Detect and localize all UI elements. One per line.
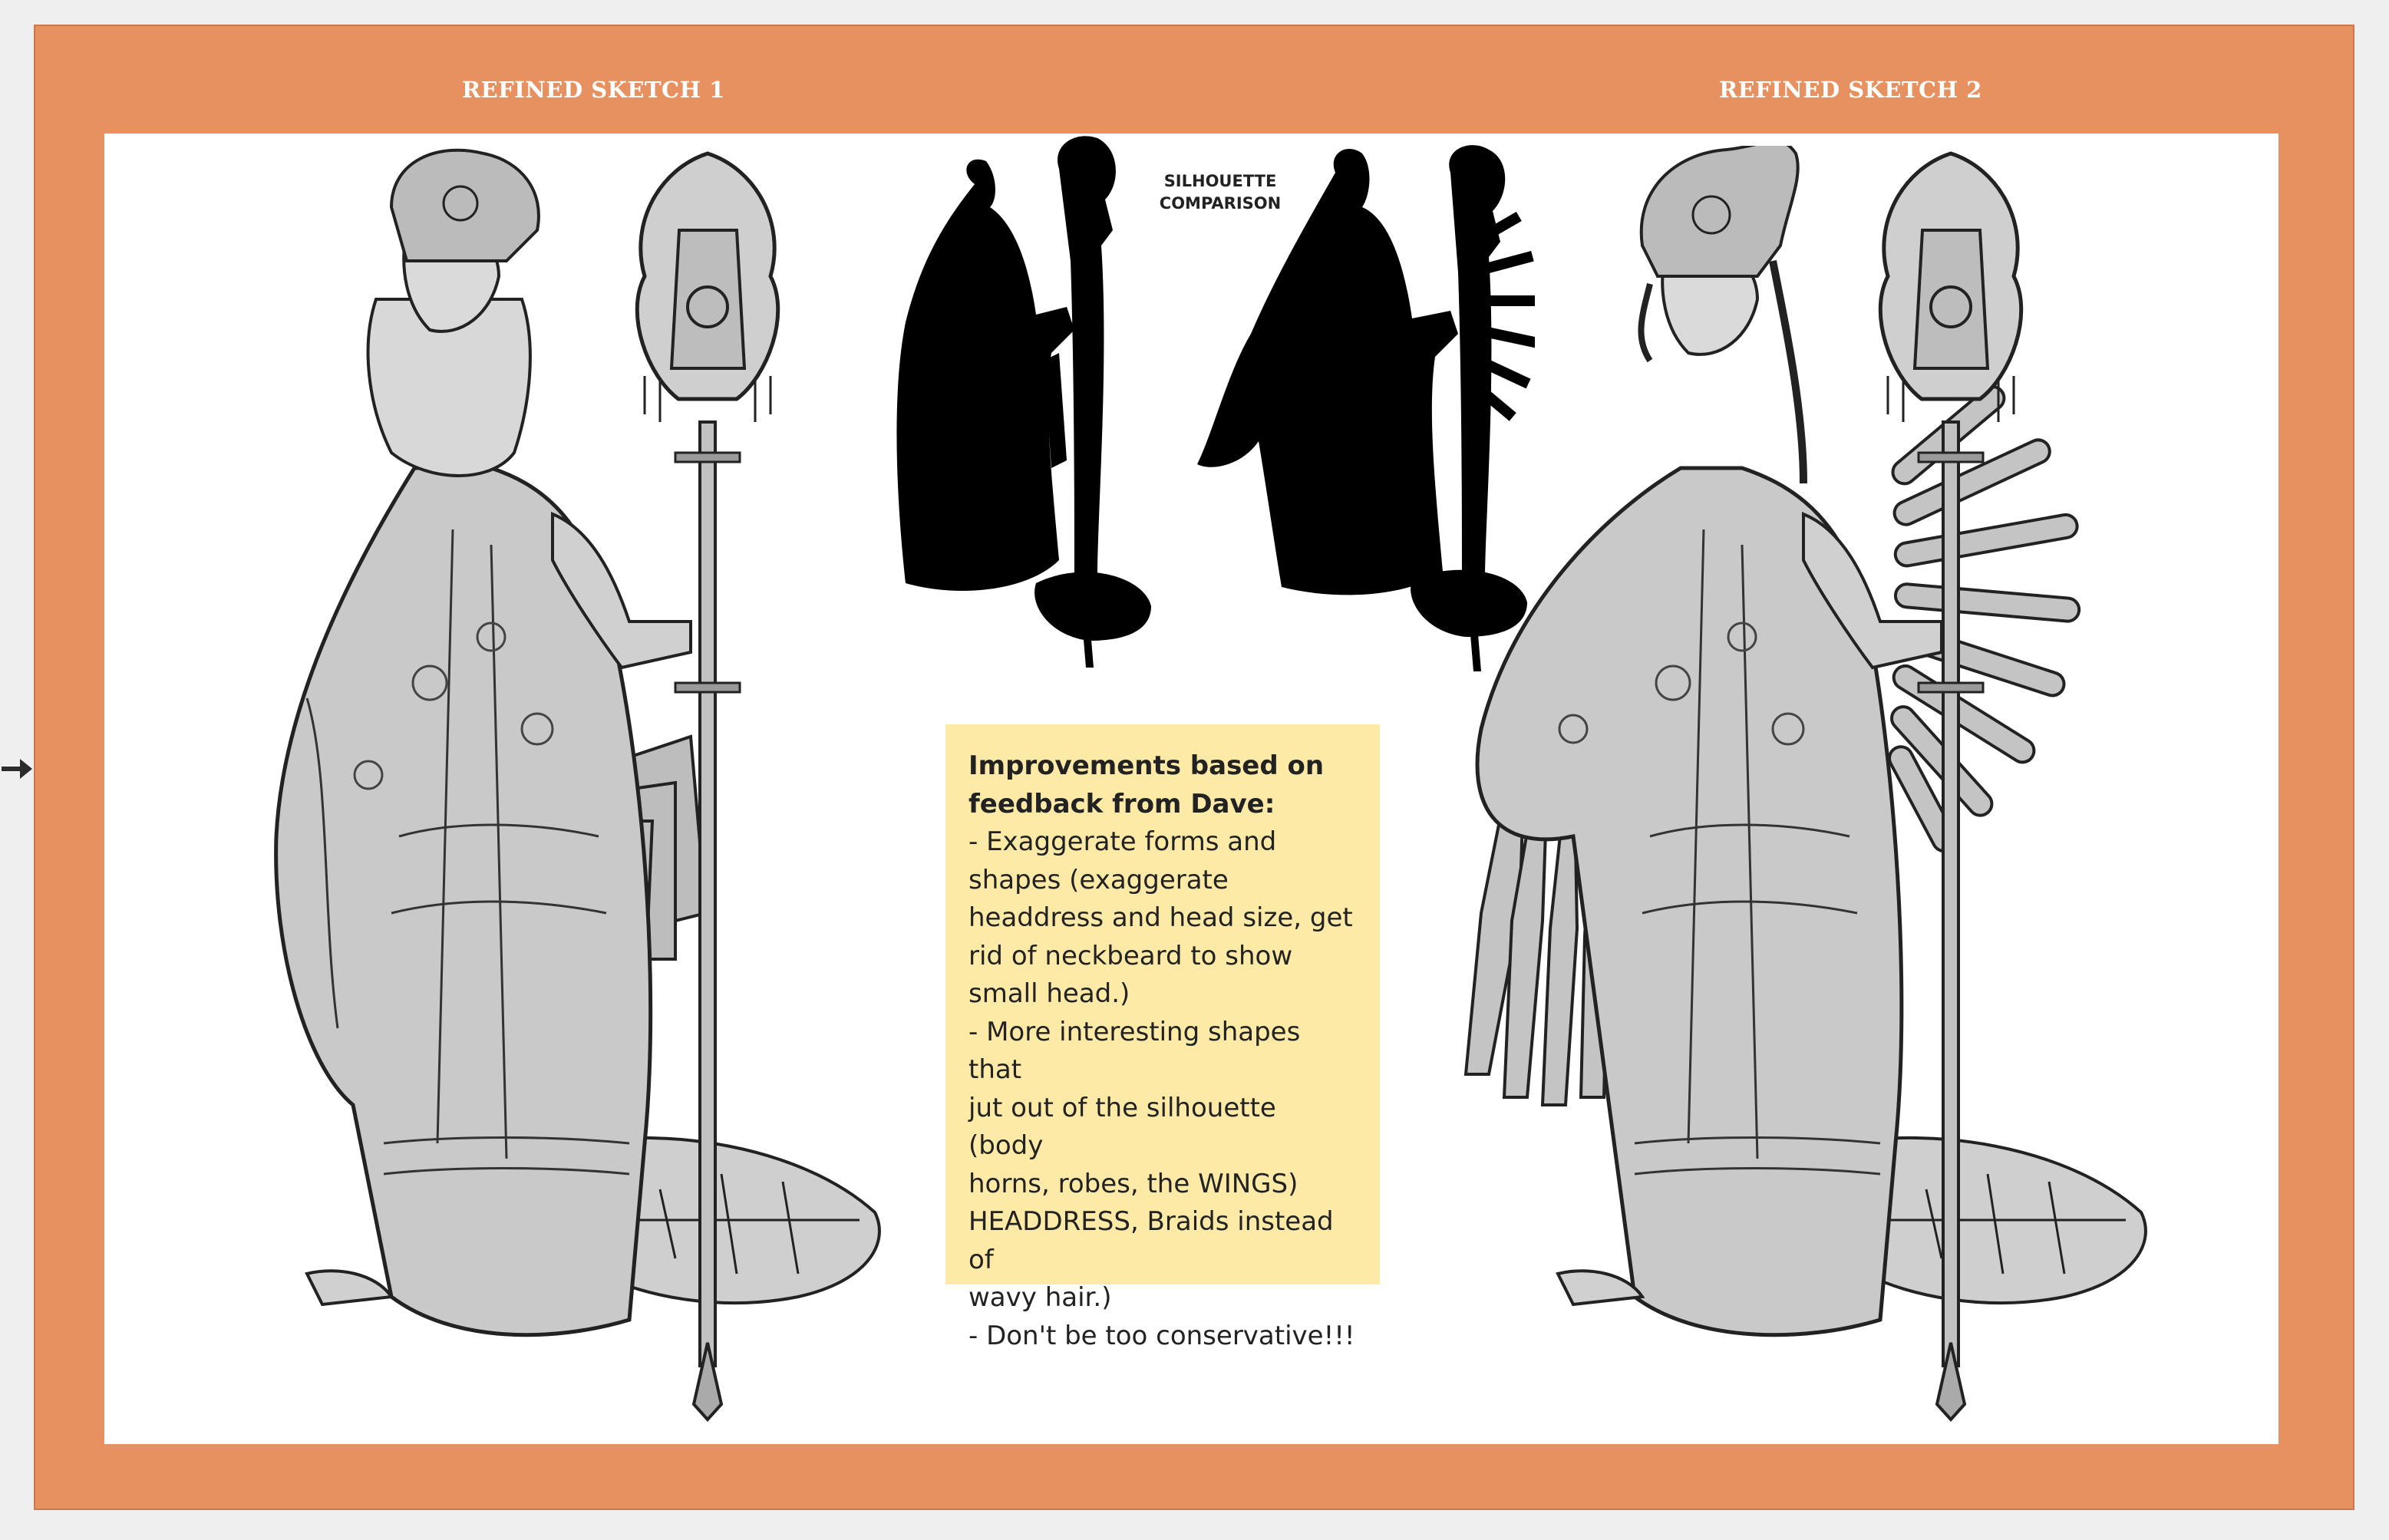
note-line: headdress and head size, get bbox=[968, 902, 1353, 933]
note-line: shapes (exaggerate bbox=[968, 864, 1229, 895]
note-line: jut out of the silhouette (body bbox=[968, 1092, 1276, 1161]
refined-sketch-2-illustration[interactable] bbox=[1420, 146, 2172, 1435]
arrow-right-icon[interactable] bbox=[0, 752, 34, 786]
note-line: rid of neckbeard to show bbox=[968, 940, 1293, 971]
note-line: horns, robes, the WINGS) bbox=[968, 1168, 1298, 1199]
note-line: wavy hair.) bbox=[968, 1282, 1112, 1313]
silhouette-label-line2: COMPARISON bbox=[1159, 194, 1282, 213]
note-line: small head.) bbox=[968, 978, 1130, 1009]
silhouette-comparison-label bbox=[1136, 170, 1305, 215]
note-line: HEADDRESS, Braids instead of bbox=[968, 1206, 1334, 1275]
refined-sketch-1-title: REFINED SKETCH 1 bbox=[462, 77, 725, 103]
note-line: - More interesting shapes that bbox=[968, 1016, 1301, 1085]
refined-sketch-2-title: REFINED SKETCH 2 bbox=[1719, 77, 1982, 103]
feedback-sticky-note[interactable] bbox=[945, 724, 1380, 1351]
note-line: - Exaggerate forms and bbox=[968, 826, 1277, 857]
refined-sketch-1-illustration[interactable] bbox=[261, 146, 906, 1435]
silhouette-label-line1: SILHOUETTE bbox=[1163, 172, 1277, 190]
note-heading-line2: feedback from Dave: bbox=[968, 788, 1275, 819]
note-line: - Don't be too conservative!!! bbox=[968, 1320, 1355, 1351]
silhouette-1[interactable] bbox=[883, 130, 1159, 675]
note-heading-line1: Improvements based on bbox=[968, 750, 1325, 781]
